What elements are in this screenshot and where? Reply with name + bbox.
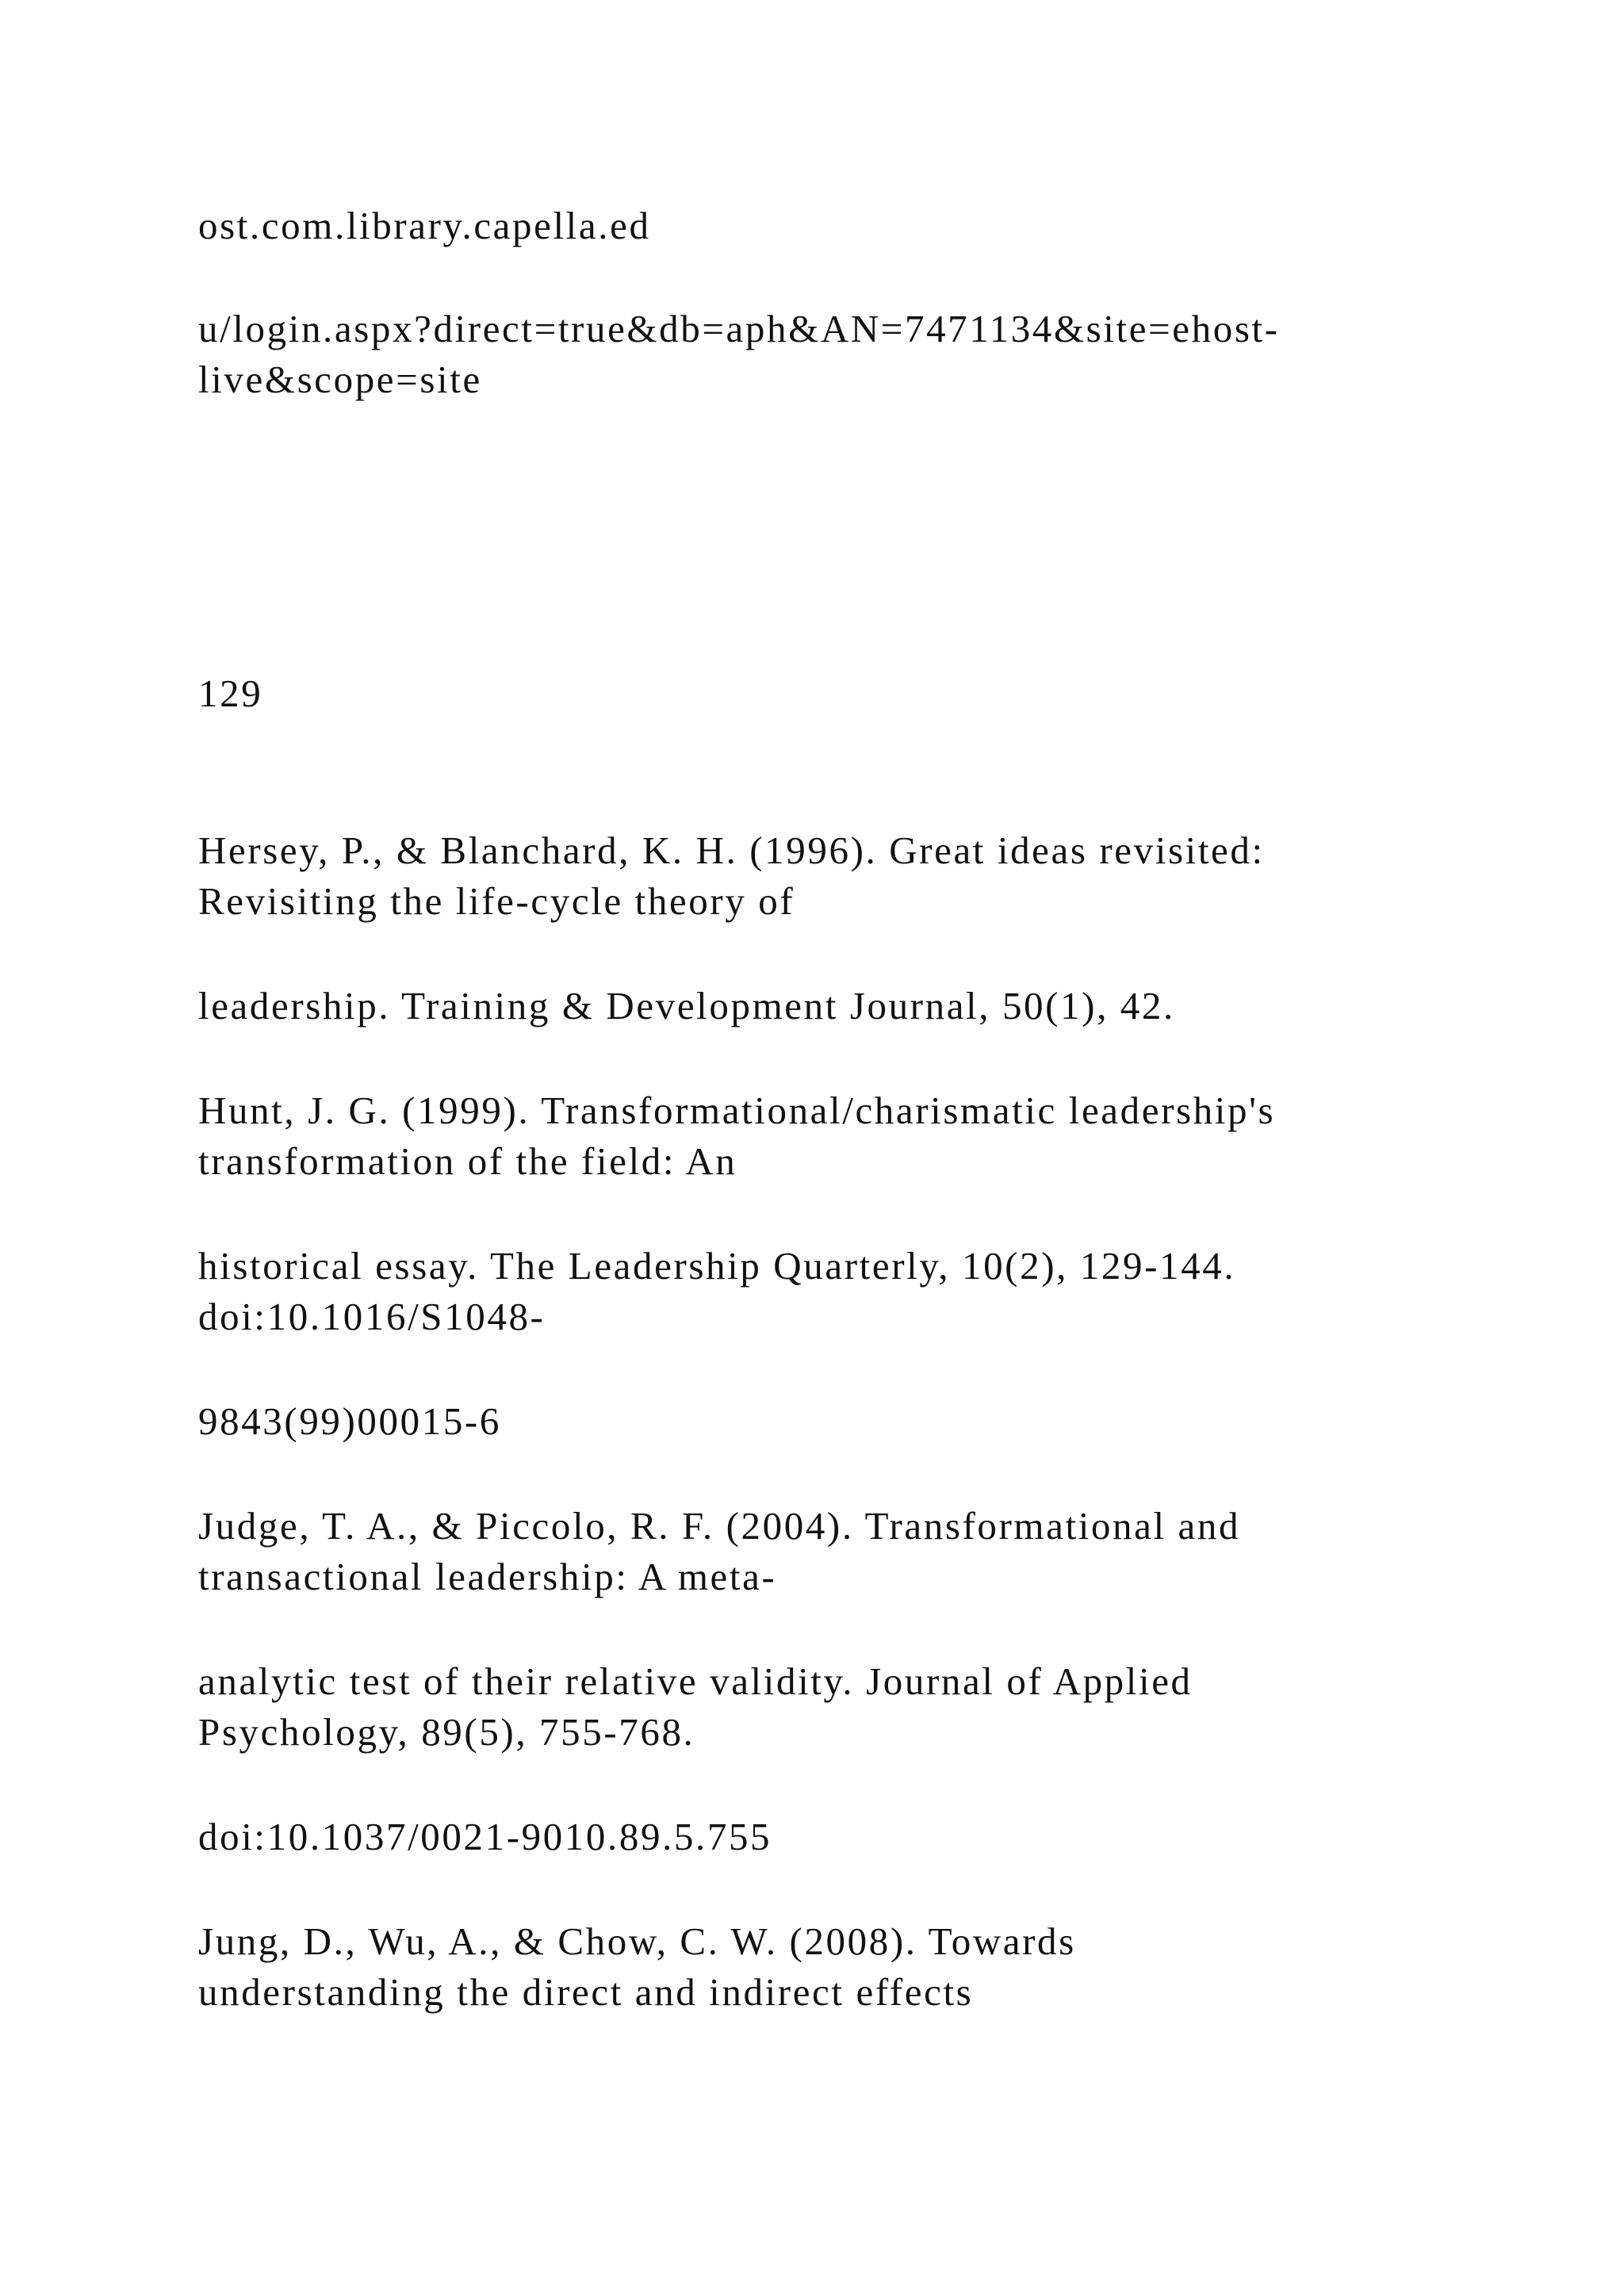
- reference-line: historical essay. The Leadership Quarterly, 10(2), 129-144.: [198, 1244, 1236, 1288]
- reference-line: leadership. Training & Development Journal, 50(1), 42.: [198, 984, 1175, 1027]
- reference-line: Hersey, P., & Blanchard, K. H. (1996). Great ideas revisited:: [198, 828, 1265, 872]
- reference-line: doi:10.1037/0021-9010.89.5.755: [198, 1815, 772, 1858]
- text-line: u/login.aspx?direct=true&db=aph&AN=7471134&site=ehost-: [198, 307, 1280, 350]
- reference-line: Psychology, 89(5), 755-768.: [198, 1710, 695, 1754]
- reference-line: Jung, D., Wu, A., & Chow, C. W. (2008). Towards: [198, 1919, 1076, 1963]
- reference-line: transformation of the field: An: [198, 1139, 737, 1183]
- reference-line: transactional leadership: A meta-: [198, 1555, 777, 1598]
- text-line: ost.com.library.capella.ed: [198, 204, 651, 247]
- reference-line: 9843(99)00015-6: [198, 1399, 501, 1443]
- reference-line: Hunt, J. G. (1999). Transformational/charismatic leadership's: [198, 1089, 1276, 1132]
- text-line: live&scope=site: [198, 358, 482, 401]
- reference-line: understanding the direct and indirect effects: [198, 1970, 974, 2014]
- reference-line: Judge, T. A., & Piccolo, R. F. (2004). Transformational and: [198, 1504, 1241, 1548]
- reference-line: doi:10.1016/S1048-: [198, 1295, 546, 1338]
- reference-line: Revisiting the life-cycle theory of: [198, 879, 795, 923]
- reference-line: analytic test of their relative validity. Journal of Applied: [198, 1659, 1193, 1703]
- page-number: 129: [198, 672, 263, 715]
